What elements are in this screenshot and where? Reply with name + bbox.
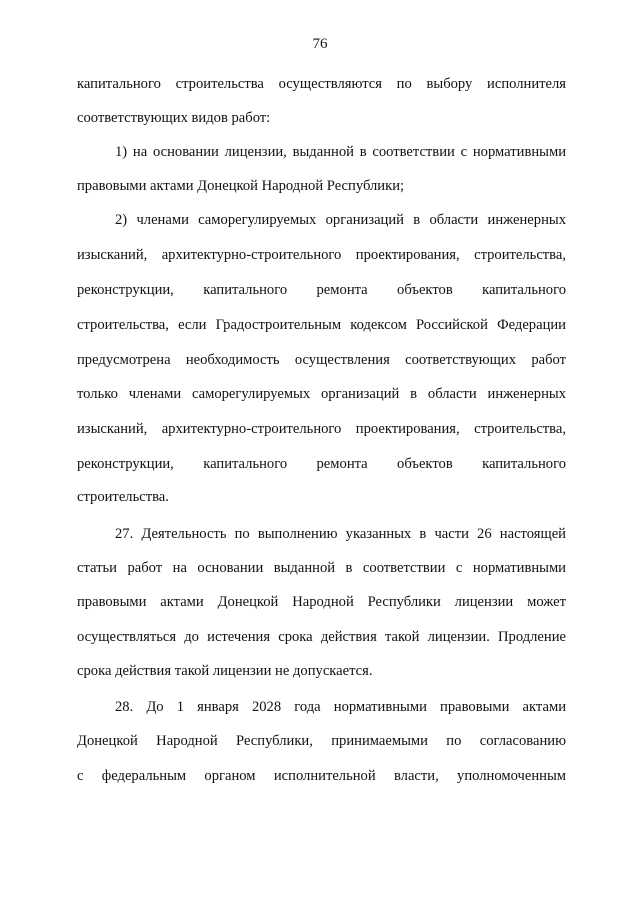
text-line: соответствующих видов работ:: [77, 110, 271, 126]
text-line: строительства.: [77, 489, 169, 505]
text-line: реконструкции, капитального ремонта объектов капитального: [77, 282, 566, 298]
text-line: Донецкой Народной Республики, принимаемыми по согласованию: [77, 733, 566, 749]
text-line: 27. Деятельность по выполнению указанных в части 26 настоящей: [115, 526, 566, 542]
text-line: 28. До 1 января 2028 года нормативными правовыми актами: [115, 699, 566, 715]
text-line: только членами саморегулируемых организаций в области инженерных: [77, 386, 566, 402]
text-line: изысканий, архитектурно-строительного проектирования, строительства,: [77, 421, 566, 437]
text-line: строительства, если Градостроительным кодексом Российской Федерации: [77, 317, 566, 333]
text-line: правовыми актами Донецкой Народной Республики лицензии может: [77, 594, 566, 610]
text-line: с федеральным органом исполнительной власти, уполномоченным: [77, 768, 566, 784]
text-line: срока действия такой лицензии не допускается.: [77, 663, 373, 679]
text-line: предусмотрена необходимость осуществления соответствующих работ: [77, 352, 566, 368]
text-line: 2) членами саморегулируемых организаций в области инженерных: [115, 212, 566, 228]
text-line: капитального строительства осуществляются по выбору исполнителя: [77, 76, 566, 92]
page-number: 76: [312, 36, 328, 52]
text-line: изысканий, архитектурно-строительного проектирования, строительства,: [77, 247, 566, 263]
text-line: осуществляться до истечения срока действия такой лицензии. Продление: [77, 629, 566, 645]
text-line: 1) на основании лицензии, выданной в соответствии с нормативными: [115, 144, 566, 160]
text-line: правовыми актами Донецкой Народной Республики;: [77, 178, 405, 194]
text-line: статьи работ на основании выданной в соответствии с нормативными: [77, 560, 566, 576]
text-line: реконструкции, капитального ремонта объектов капитального: [77, 456, 566, 472]
